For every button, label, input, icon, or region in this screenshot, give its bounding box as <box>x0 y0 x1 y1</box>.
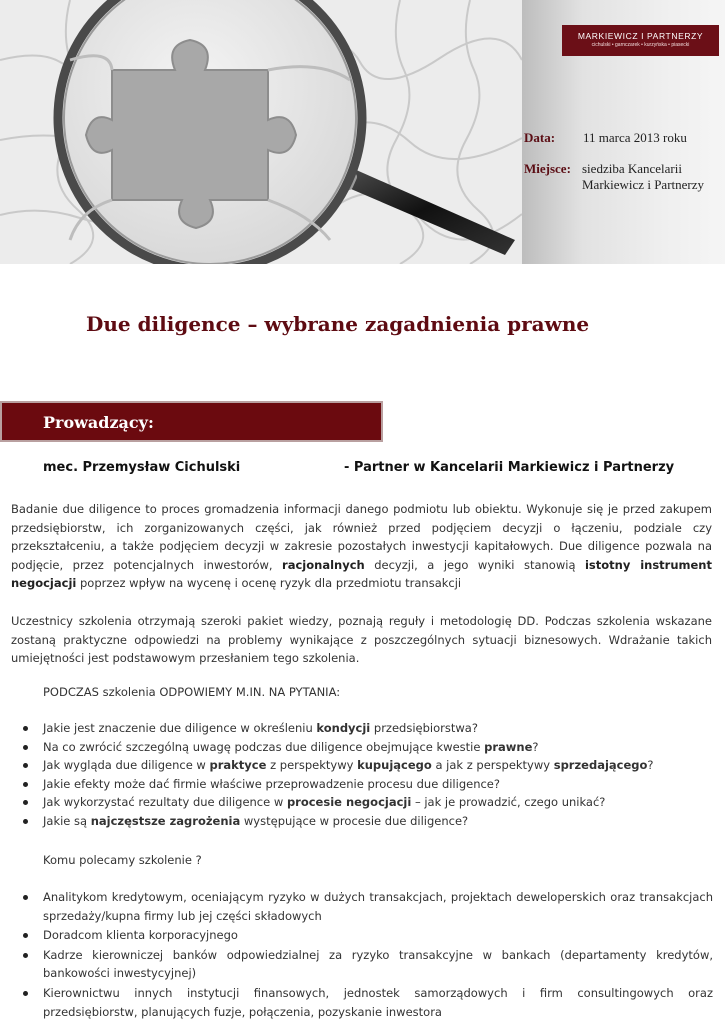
question-text: ? <box>647 758 654 773</box>
bold-text: prawne <box>484 739 533 754</box>
place-value-line-2: Markiewicz i Partnerzy <box>582 177 705 192</box>
presenter-role: - Partner w Kancelarii Markiewicz i Partnerzy <box>344 460 675 475</box>
company-logo <box>562 25 719 56</box>
question-item <box>43 812 713 831</box>
bold-text: racjonalnych <box>282 557 365 572</box>
question-text: przedsiębiorstwa? <box>370 721 478 735</box>
recommend-item: Kierownictwu innych instytucji finansowych, jednostek samorządowych i firm consultingowych oraz przedsiębiorstw, planujących fuzje, połączenia, pozyskanie inwestora <box>43 984 713 1021</box>
question-text: a jak z perspektywy <box>431 758 554 773</box>
bold-text: istotny instrument negocjacji <box>11 557 712 591</box>
bold-text: procesie negocjacji <box>286 795 412 810</box>
date-value: 11 marca 2013 roku <box>583 130 687 145</box>
intro-paragraph-2: Uczestnicy szkolenia otrzymają szeroki pakiet wiedzy, poznają reguły i metodologię DD. Podczas szkolenia wskazane zostaną praktyczne odpowiedzi na problemy wynikające z poszczególnych sytuacji biznesowych. Wdrażanie takich umiejętności jest podstawowym przesłaniem tego szkolenia. <box>11 614 712 666</box>
magnifier-puzzle-illustration <box>0 0 522 264</box>
intro-text: poprzez wpływ na wycenę i ocenę ryzyk dla przedmiotu transakcji <box>76 576 462 591</box>
intro-text: Badanie due diligence to proces gromadzenia informacji danego podmiotu lub obiektu. Wykonuje się je przed zakupem przedsiębiorstw, ich zorganizowanych części, jak również przed podjęciem decyzji o łączeniu, podziale czy przekształceniu, a także podjęciem decyzji w zakresie pozostałych inwestycji kapitałowych. Due diligence pozwala na podjęcie, przez potencjalnych inwestorów, <box>11 502 712 572</box>
presenters-label: Prowadzący: <box>43 413 154 432</box>
date-label: Data: <box>524 130 556 145</box>
logo-subtitle: cichulski • garnczarek • kurzyńska • piasecki <box>591 42 690 48</box>
bold-text: kupującego <box>357 758 432 773</box>
place-label: Miejsce: <box>524 161 571 176</box>
question-text: z perspektywy <box>266 758 358 773</box>
question-item <box>43 738 713 757</box>
recommend-item: Kadrze kierowniczej banków odpowiedzialnej za ryzyko transakcyjne w bankach (departamenty kredytów, bankowości inwestycyjnej) <box>43 946 713 983</box>
question-text: Jakie efekty może dać firmie właściwe przeprowadzenie procesu due diligence? <box>43 776 500 791</box>
question-text: Na co zwrócić szczególną uwagę podczas due diligence obejmujące kwestie <box>43 739 485 754</box>
question-item <box>43 756 713 775</box>
question-text: Jakie jest znaczenie due diligence w określeniu <box>43 721 317 735</box>
bold-text: najczęstsze zagrożenia <box>90 813 241 828</box>
presenters-bar <box>0 401 383 442</box>
presenter-name: mec. Przemysław Cichulski <box>43 460 241 475</box>
question-text: Jak wykorzystać rezultaty due diligence w <box>43 795 287 810</box>
question-text: – jak je prowadzić, czego unikać? <box>411 795 606 810</box>
intro-text: decyzji, a jego wyniki stanowią <box>364 557 585 572</box>
question-text: ? <box>532 739 539 754</box>
questions-heading: PODCZAS szkolenia ODPOWIEMY M.IN. NA PYTANIA: <box>43 685 341 699</box>
intro-paragraph-1 <box>11 500 712 593</box>
recommend-item: Analitykom kredytowym, oceniającym ryzyko w dużych transakcjach, projektach deweloperskich oraz transakcjach sprzedaży/kupna firmy lub jej części składowych <box>43 888 713 925</box>
logo-title: MARKIEWICZ I PARTNERZY <box>577 31 704 41</box>
questions-list <box>43 719 713 831</box>
recommend-item: Doradcom klienta korporacyjnego <box>43 926 713 945</box>
question-item <box>43 793 713 812</box>
place-value-line-1: siedziba Kancelarii <box>582 161 682 176</box>
recommend-heading: Komu polecamy szkolenie ? <box>43 853 202 867</box>
bold-text: kondycji <box>316 721 371 735</box>
question-item <box>43 719 713 738</box>
bold-text: sprzedającego <box>553 758 648 773</box>
question-text: Jak wygląda due diligence w <box>43 758 210 773</box>
question-text: Jakie są <box>43 813 91 828</box>
question-item <box>43 775 713 794</box>
question-text: występujące w procesie due diligence? <box>240 813 469 828</box>
recommend-list <box>43 888 713 1022</box>
page-title: Due diligence – wybrane zagadnienia prawne <box>86 312 590 336</box>
bold-text: praktyce <box>209 758 267 773</box>
hero-image <box>0 0 522 264</box>
